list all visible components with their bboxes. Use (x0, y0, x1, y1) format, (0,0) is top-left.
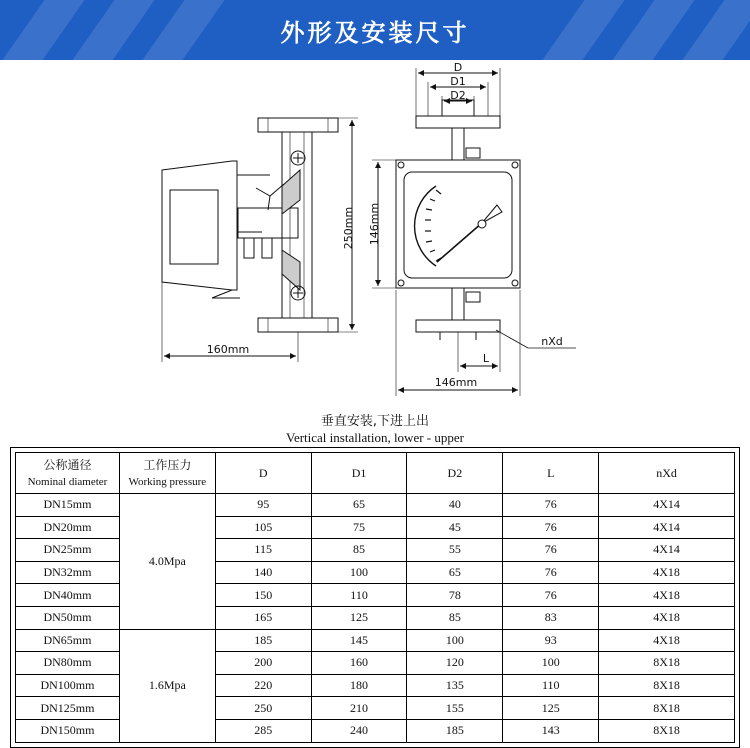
cell-nominal: DN100mm (16, 674, 120, 697)
dim-D1: D1 (450, 75, 466, 88)
cell-nXd: 4X18 (599, 629, 735, 652)
table-row (16, 629, 735, 652)
cell-D1: 180 (311, 674, 407, 697)
cell-D: 185 (215, 629, 311, 652)
cell-D: 150 (215, 584, 311, 607)
cell-D2: 55 (407, 539, 503, 562)
cell-L: 76 (503, 516, 599, 539)
cell-nominal: DN150mm (16, 719, 120, 742)
cell-nXd: 4X18 (599, 561, 735, 584)
cell-L: 76 (503, 561, 599, 584)
cell-L: 143 (503, 719, 599, 742)
dim-146mm-vertical: 146mm (368, 202, 381, 246)
caption-english: Vertical installation, lower - upper (286, 430, 464, 445)
header-D: D (215, 453, 311, 494)
cell-nominal: DN15mm (16, 494, 120, 517)
cell-nominal: DN32mm (16, 561, 120, 584)
caption-chinese: 垂直安装,下进上出 (320, 414, 430, 429)
cell-nominal: DN125mm (16, 697, 120, 720)
dim-160mm: 160mm (206, 343, 250, 356)
cell-L: 125 (503, 697, 599, 720)
table-row (16, 494, 735, 517)
cell-nXd: 8X18 (599, 652, 735, 675)
cell-D1: 85 (311, 539, 407, 562)
header-L: L (503, 453, 599, 494)
cell-D1: 145 (311, 629, 407, 652)
cell-nominal: DN65mm (16, 629, 120, 652)
cell-D: 115 (215, 539, 311, 562)
cell-nXd: 8X18 (599, 674, 735, 697)
side-view (162, 118, 358, 362)
cell-D1: 110 (311, 584, 407, 607)
cell-nominal: DN80mm (16, 652, 120, 675)
cell-L: 93 (503, 629, 599, 652)
cell-D: 140 (215, 561, 311, 584)
cell-D2: 135 (407, 674, 503, 697)
cell-nominal: DN50mm (16, 606, 120, 629)
header-D1: D1 (311, 453, 407, 494)
cell-nominal: DN20mm (16, 516, 120, 539)
cell-L: 83 (503, 606, 599, 629)
cell-nXd: 8X18 (599, 697, 735, 720)
cell-D2: 120 (407, 652, 503, 675)
cell-L: 76 (503, 539, 599, 562)
cell-D1: 100 (311, 561, 407, 584)
cell-D1: 160 (311, 652, 407, 675)
cell-D: 95 (215, 494, 311, 517)
cell-D: 250 (215, 697, 311, 720)
cell-D2: 78 (407, 584, 503, 607)
cell-nominal: DN25mm (16, 539, 120, 562)
cell-pressure: 1.6Mpa (119, 629, 215, 742)
header-D2: D2 (407, 453, 503, 494)
cell-D: 285 (215, 719, 311, 742)
cell-D1: 75 (311, 516, 407, 539)
cell-nXd: 4X14 (599, 516, 735, 539)
cell-D2: 65 (407, 561, 503, 584)
cell-D: 200 (215, 652, 311, 675)
cell-nXd: 4X18 (599, 606, 735, 629)
cell-D2: 45 (407, 516, 503, 539)
cell-D1: 210 (311, 697, 407, 720)
table-header-row (16, 453, 735, 494)
header-working-pressure: 工作压力 Working pressure (119, 453, 215, 494)
cell-D: 105 (215, 516, 311, 539)
dim-250mm: 250mm (342, 206, 355, 250)
dim-L: L (482, 352, 490, 365)
cell-D2: 185 (407, 719, 503, 742)
dim-D: D (453, 61, 463, 74)
cell-D2: 85 (407, 606, 503, 629)
dimension-drawing (0, 60, 750, 405)
cell-nXd: 4X14 (599, 539, 735, 562)
dimension-table-frame (10, 447, 740, 748)
cell-L: 100 (503, 652, 599, 675)
cell-L: 110 (503, 674, 599, 697)
cell-L: 76 (503, 494, 599, 517)
cell-D1: 240 (311, 719, 407, 742)
cell-D2: 100 (407, 629, 503, 652)
cell-D: 165 (215, 606, 311, 629)
dimension-table (15, 452, 735, 743)
cell-D1: 125 (311, 606, 407, 629)
header-nXd: nXd (599, 453, 735, 494)
cell-nominal: DN40mm (16, 584, 120, 607)
cell-nXd: 4X18 (599, 584, 735, 607)
cell-D: 220 (215, 674, 311, 697)
cell-D2: 40 (407, 494, 503, 517)
header-nominal-diameter: 公称通径 Nominal diameter (16, 453, 120, 494)
title-banner (0, 0, 750, 60)
cell-L: 76 (503, 584, 599, 607)
dim-D2: D2 (450, 89, 466, 102)
dim-146mm-horizontal: 146mm (434, 376, 478, 389)
dim-nXd: nXd (541, 335, 563, 348)
cell-pressure: 4.0Mpa (119, 494, 215, 630)
cell-D1: 65 (311, 494, 407, 517)
cell-D2: 155 (407, 697, 503, 720)
cell-nXd: 8X18 (599, 719, 735, 742)
cell-nXd: 4X14 (599, 494, 735, 517)
page-title: 外形及安装尺寸 (280, 19, 470, 47)
